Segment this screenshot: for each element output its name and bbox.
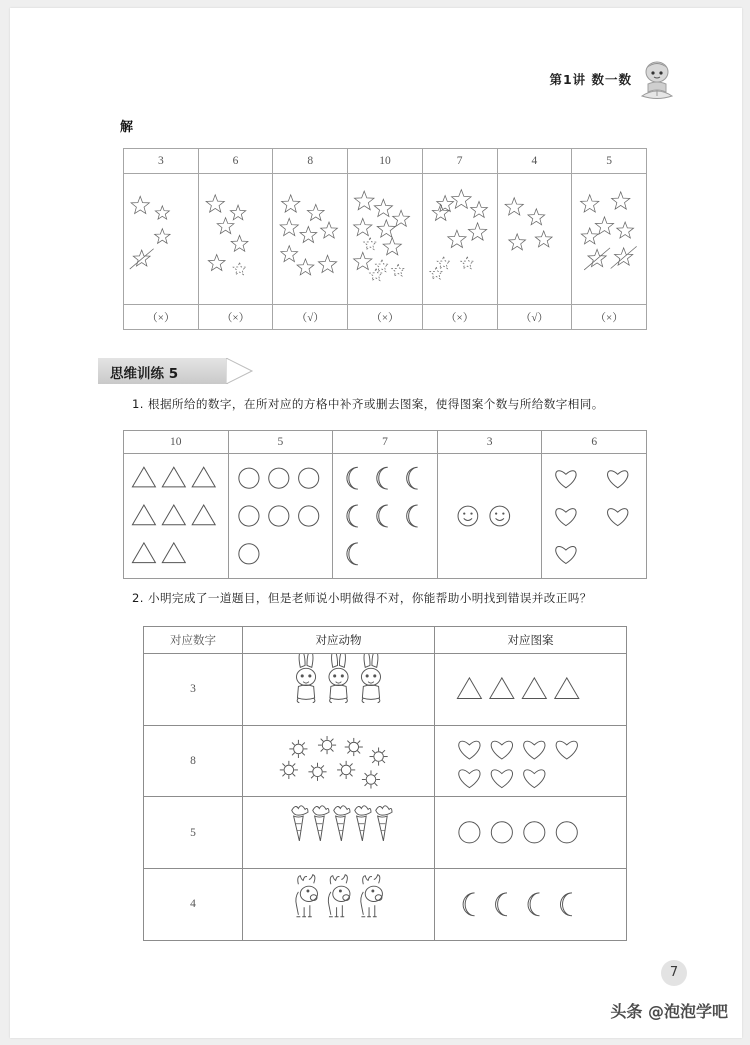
banner-label: 思维训练 5	[110, 366, 179, 382]
star-cell	[124, 174, 199, 305]
page-number: 7	[661, 960, 687, 986]
shape-cell[interactable]	[228, 454, 333, 579]
star-cell	[198, 174, 273, 305]
table1-number: 3	[124, 149, 199, 174]
question-1-text: 1. 根据所给的数字，在所对应的方格中补齐或删去图案，使得图案个数与所给数字相同。	[132, 397, 604, 411]
table1-number: 7	[422, 149, 497, 174]
row-number: 5	[144, 797, 243, 869]
shape-cell[interactable]	[437, 454, 542, 579]
shape-cell[interactable]	[333, 454, 438, 579]
table1-number: 4	[497, 149, 572, 174]
animal-cell	[243, 797, 435, 869]
answer-mark: （×）	[198, 305, 273, 330]
question-2-text: 2. 小明完成了一道题目，但是老师说小明做得不对，你能帮助小明找到错误并改正吗？	[132, 591, 592, 605]
table-row-numbers	[124, 431, 647, 454]
chapter-title: 第1讲 数一数	[549, 72, 632, 87]
table-row	[144, 725, 627, 797]
animal-cell	[243, 725, 435, 797]
table-row-marks	[124, 305, 647, 330]
animal-cell	[243, 654, 435, 726]
arrow-right-icon	[226, 358, 254, 384]
row-number: 3	[144, 654, 243, 726]
page-sheet	[10, 8, 742, 1038]
solution-label: 解	[120, 120, 134, 135]
star-cell	[348, 174, 423, 305]
table-row-art	[124, 454, 647, 579]
row-number: 4	[144, 868, 243, 940]
table2-number: 3	[437, 431, 542, 454]
table2-number: 6	[542, 431, 647, 454]
shape-cell[interactable]	[124, 454, 229, 579]
table-row-numbers	[124, 149, 647, 174]
student-reading-icon	[634, 58, 680, 102]
answer-mark: （√）	[497, 305, 572, 330]
shape-answer-cell[interactable]	[435, 797, 627, 869]
table-row-art	[124, 174, 647, 305]
table-row	[144, 654, 627, 726]
star-cell	[273, 174, 348, 305]
column-header-number: 对应数字	[144, 627, 243, 654]
table1-number: 5	[572, 149, 647, 174]
animal-cell	[243, 868, 435, 940]
answer-mark: （×）	[422, 305, 497, 330]
answer-mark: （×）	[124, 305, 199, 330]
table1-number: 6	[198, 149, 273, 174]
column-header-animal: 对应动物	[243, 627, 435, 654]
solution-table	[123, 148, 647, 330]
page-header	[10, 58, 742, 106]
correction-table	[143, 626, 627, 941]
table-row	[144, 868, 627, 940]
star-cell	[497, 174, 572, 305]
table-row	[144, 797, 627, 869]
answer-mark: （×）	[348, 305, 423, 330]
table1-number: 10	[348, 149, 423, 174]
table2-number: 7	[333, 431, 438, 454]
table1-number: 8	[273, 149, 348, 174]
table2-number: 10	[124, 431, 229, 454]
shape-answer-cell[interactable]	[435, 725, 627, 797]
practice-table	[123, 430, 647, 579]
star-cell	[572, 174, 647, 305]
shape-answer-cell[interactable]	[435, 654, 627, 726]
answer-mark: （×）	[572, 305, 647, 330]
watermark: 头条 @泡泡学吧	[610, 1002, 728, 1021]
table2-number: 5	[228, 431, 333, 454]
star-cell	[422, 174, 497, 305]
row-number: 8	[144, 725, 243, 797]
answer-mark: （√）	[273, 305, 348, 330]
shape-cell[interactable]	[542, 454, 647, 579]
table-header-row	[144, 627, 627, 654]
shape-answer-cell[interactable]	[435, 868, 627, 940]
column-header-shape: 对应图案	[435, 627, 627, 654]
